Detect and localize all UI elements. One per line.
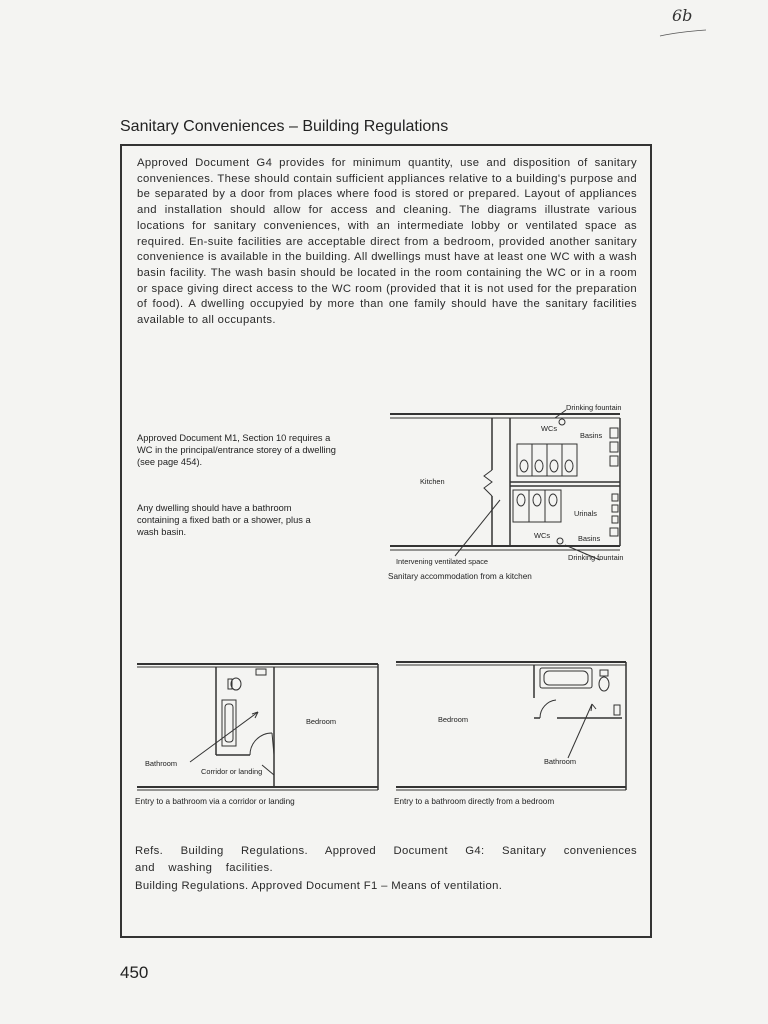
label-basins-bottom: Basins <box>578 534 601 543</box>
reference-f1: Building Regulations. Approved Document F1 – Means of ventilation. <box>135 880 503 892</box>
note-m1: Approved Document M1, Section 10 requires a WC in the principal/entrance storey of a dwelling (see page 454). <box>137 433 336 467</box>
page-number: 450 <box>120 963 149 982</box>
label-bedroom-corridor: Bedroom <box>306 717 336 726</box>
page-title: Sanitary Conveniences – Building Regulations <box>120 118 449 135</box>
note-bathroom: Any dwelling should have a bathroom containing a fixed bath or a shower, plus a wash basin. <box>137 503 311 537</box>
label-kitchen: Kitchen <box>420 477 445 486</box>
bedroom-plan <box>396 662 626 790</box>
label-urinals: Urinals <box>574 509 597 518</box>
intro-paragraph: Approved Document G4 provides for minimum quantity, use and disposition of sanitary conveniences. These should contain sufficient appliances relative to a building's purpose and be separated by a door from places where food is stored or prepared. Layout of appliances and installation should allow for access and cleaning. The diagrams illustrate various locations for sanitary conveniences, with an intermediate lobby or ventilated space as required. En-suite facilities are acceptable direct from a bedroom, provided another sanitary convenience is available in the building. All dwellings must have at least one WC with a wash basin facility. The wash basin should be located in the room containing the WC or in a room or space giving direct access to the WC room (provided that it is not used for the preparation of food). A dwelling occupyied by more than one family should have the sanitary facilities available to all occupants. <box>137 157 637 327</box>
label-intervening-space: Intervening ventilated space <box>396 557 489 566</box>
references <box>135 843 637 895</box>
label-bathroom-direct: Bathroom <box>544 757 577 766</box>
label-drinking-fountain-bottom: Drinking fountain <box>568 553 624 562</box>
label-bedroom-direct: Bedroom <box>438 715 468 724</box>
reference-g4: Refs. Building Regulations. Approved Document G4: Sanitary conveniences and washing facilities. <box>135 845 637 874</box>
caption-corridor: Entry to a bathroom via a corridor or landing <box>135 797 295 806</box>
handwritten-mark-text: 6b <box>672 6 693 25</box>
label-basins-top: Basins <box>580 431 603 440</box>
label-drinking-fountain-top: Drinking fountain <box>566 403 622 412</box>
label-wcs-top: WCs <box>541 424 558 433</box>
label-corridor: Corridor or landing <box>201 767 263 776</box>
caption-bedroom: Entry to a bathroom directly from a bedroom <box>394 797 555 806</box>
label-bathroom-corridor: Bathroom <box>145 759 178 768</box>
caption-kitchen: Sanitary accommodation from a kitchen <box>388 572 532 581</box>
label-wcs-bottom: WCs <box>534 531 551 540</box>
